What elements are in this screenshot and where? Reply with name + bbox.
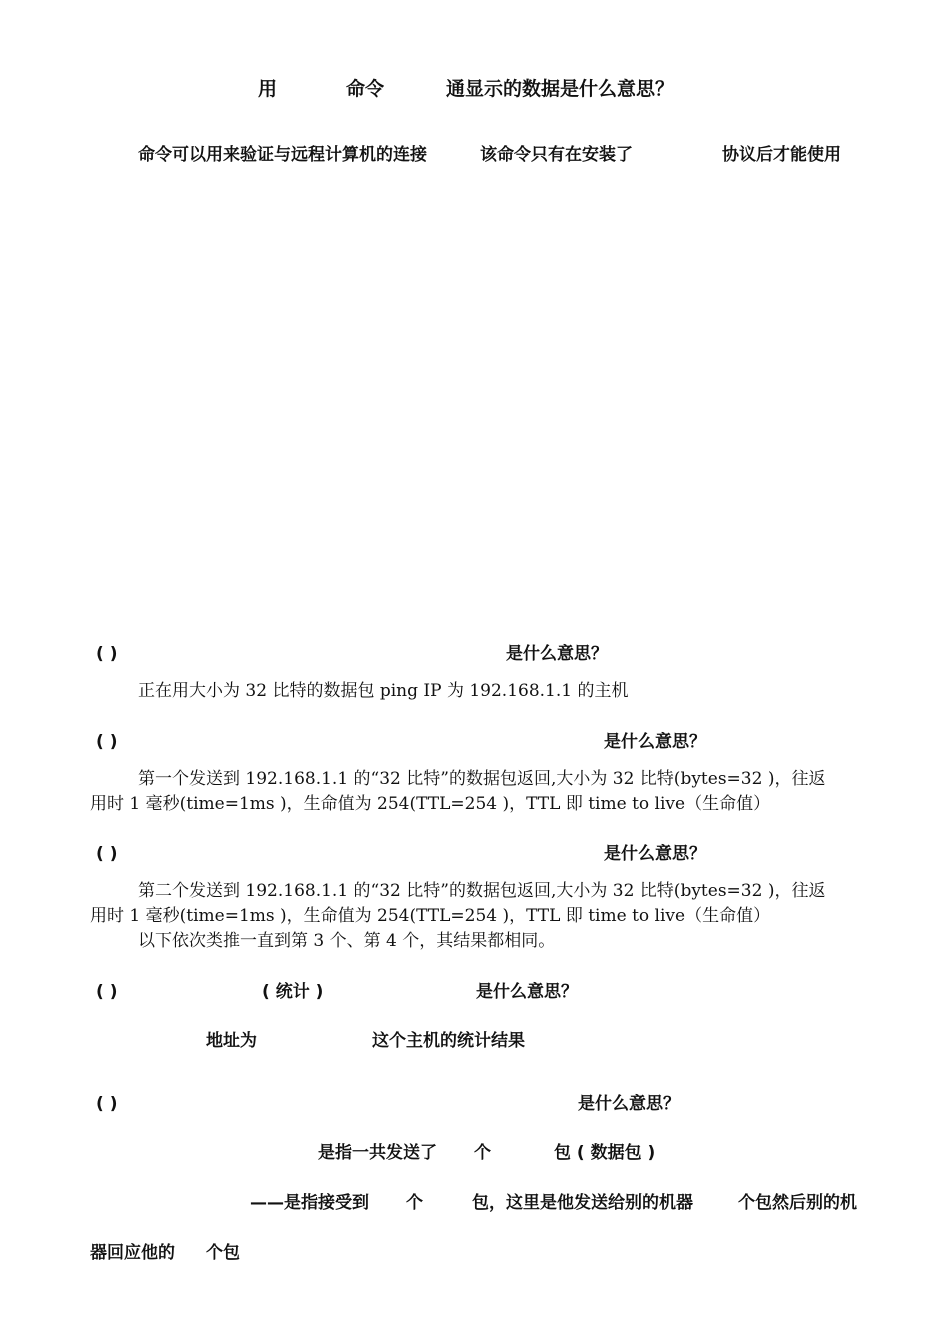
s2-paren: ( ): [96, 732, 118, 752]
s2-line-1: 第一个发送到 192.168.1.1 的“32 比特”的数据包返回,大小为 32 比特(bytes=32 )，往返: [138, 769, 826, 789]
s4-stat-label: ( 统计 ): [262, 982, 324, 1002]
s4-body-1: 地址为: [206, 1031, 257, 1051]
s2-question: 是什么意思？: [604, 732, 706, 752]
title-part-2: 命令: [346, 78, 385, 100]
intro-part-1: 命令可以用来验证与远程计算机的连接: [138, 145, 427, 165]
title-part-1: 用: [258, 78, 278, 100]
s1-paren: ( ): [96, 644, 118, 664]
s5-question: 是什么意思？: [578, 1094, 680, 1114]
s1-body: 正在用大小为 32 比特的数据包 ping IP 为 192.168.1.1 的主机: [138, 681, 629, 701]
s5-line1-b: 个: [474, 1143, 491, 1163]
s4-paren: ( ): [96, 982, 118, 1002]
s3-question: 是什么意思？: [604, 844, 706, 864]
s5-line3-a: 器回应他的: [90, 1243, 175, 1263]
s1-question: 是什么意思？: [506, 644, 608, 664]
s5-line2-b: 个: [406, 1193, 423, 1213]
intro-part-2: 该命令只有在安装了: [480, 145, 633, 165]
s4-body-2: 这个主机的统计结果: [372, 1031, 525, 1051]
s3-line-3: 以下依次类推一直到第 3 个、第 4 个，其结果都相同。: [138, 931, 556, 951]
intro-part-3: 协议后才能使用: [722, 145, 841, 165]
s2-line-2: 用时 1 毫秒(time=1ms )，生命值为 254(TTL=254 )，TTL 即 time to live（生命值）: [90, 794, 771, 814]
s4-question: 是什么意思？: [476, 982, 578, 1002]
s5-line1-c: 包 ( 数据包 ): [554, 1143, 656, 1163]
s5-line2-a: ——是指接受到: [250, 1193, 369, 1213]
s3-paren: ( ): [96, 844, 118, 864]
s3-line-1: 第二个发送到 192.168.1.1 的“32 比特”的数据包返回,大小为 32 比特(bytes=32 )，往返: [138, 881, 826, 901]
s3-line-2: 用时 1 毫秒(time=1ms )，生命值为 254(TTL=254 )，TTL 即 time to live（生命值）: [90, 906, 771, 926]
s5-line2-c: 包，这里是他发送给别的机器: [472, 1193, 693, 1213]
s5-line1-a: 是指一共发送了: [318, 1143, 437, 1163]
s5-line3-b: 个包: [206, 1243, 240, 1263]
title-part-3: 通显示的数据是什么意思？: [446, 78, 675, 100]
s5-paren: ( ): [96, 1094, 118, 1114]
s5-line2-d: 个包然后别的机: [738, 1193, 857, 1213]
